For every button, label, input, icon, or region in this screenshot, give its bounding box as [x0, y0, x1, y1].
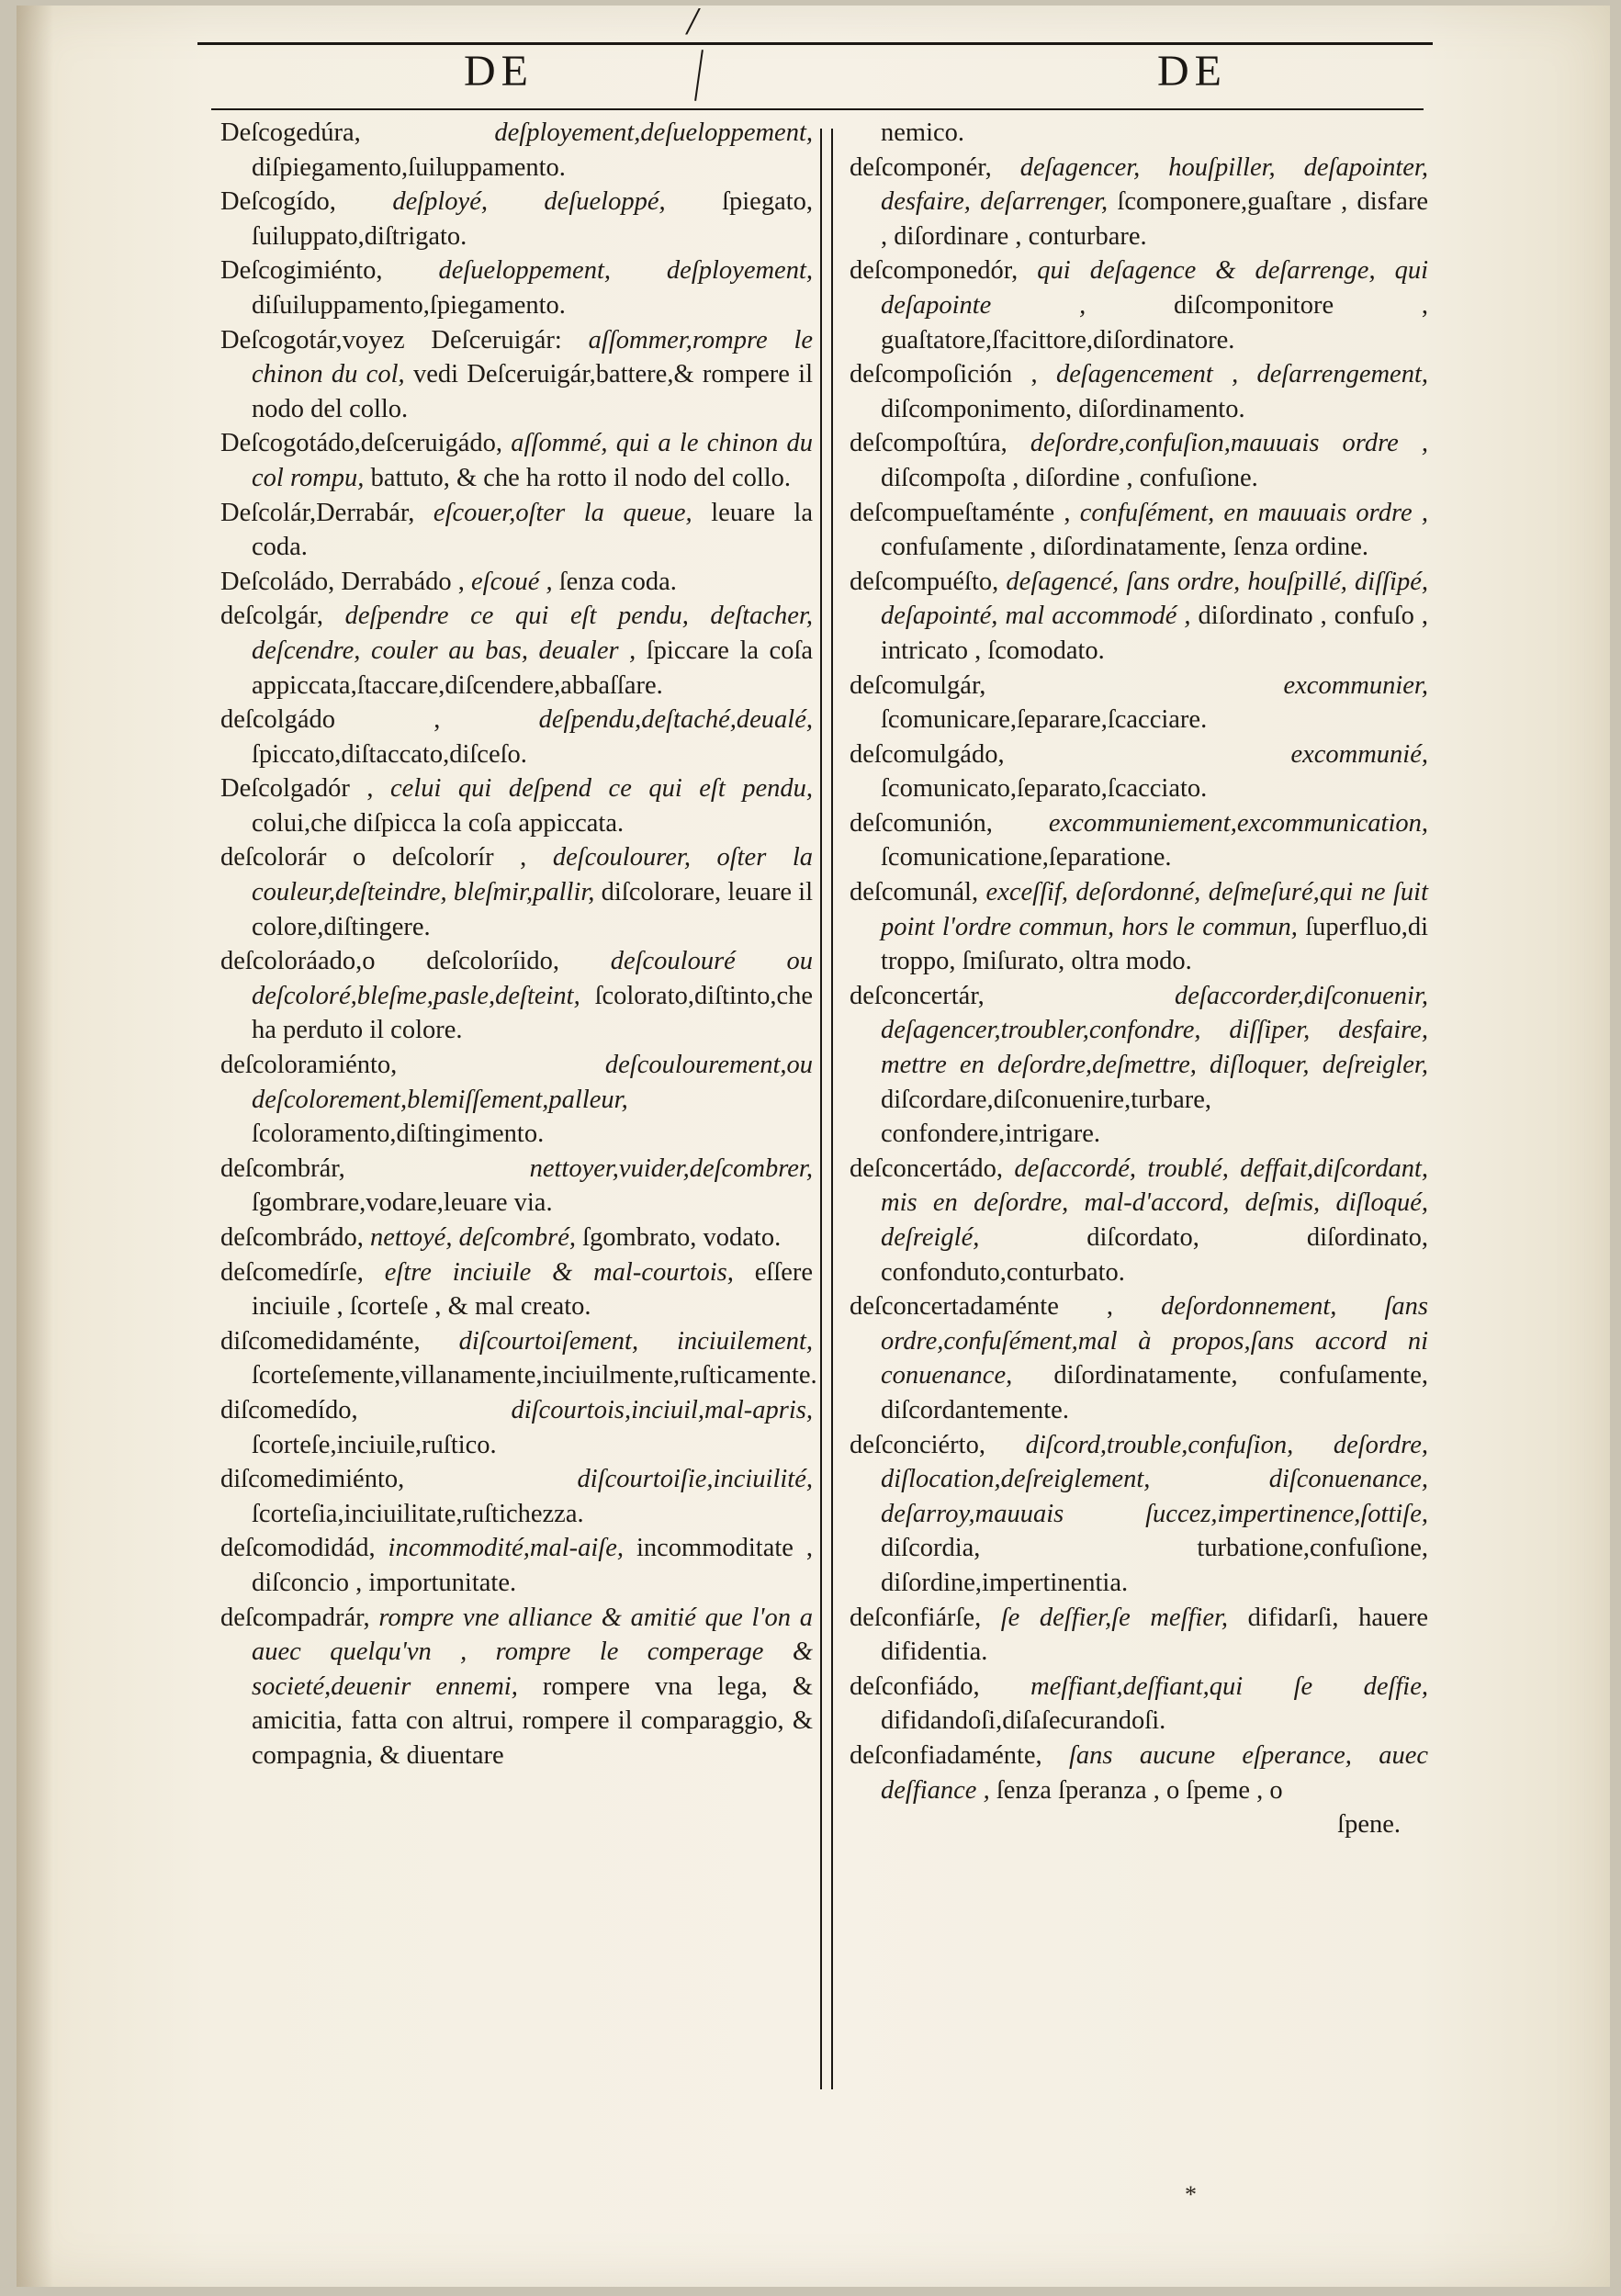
entry-french: deſagencer, houſpiller, deſapointer, desfaire, deſarrenger, [881, 152, 1428, 217]
entry-headword: deſcompoſición , [850, 360, 1038, 389]
entry-french: excommunier, [1283, 670, 1428, 700]
dictionary-entry [850, 1289, 1428, 1427]
head-rule [211, 108, 1424, 110]
entry-headword: deſcomunál, [850, 878, 979, 907]
entry-italian: ſpiccato,diſtaccato,diſceſo. [252, 739, 527, 769]
entry-italian: ſuperfluo,di troppo, ſmiſurato, oltra modo. [881, 912, 1428, 976]
dictionary-entry [850, 116, 1428, 151]
entry-headword: diſcomedimiénto, [220, 1465, 405, 1494]
entry-headword: deſcombrádo, [220, 1223, 364, 1252]
entry-french: exceſſif, deſordonné, deſmeſuré,qui ne ſuit point l'ordre commun, hors le commun, [881, 878, 1429, 941]
entry-headword: Deſcogído, [220, 187, 336, 217]
entry-headword: deſcoloramiénto, [220, 1051, 398, 1080]
entry-headword: deſconfiadaménte, [850, 1740, 1042, 1770]
entry-italian: colui,che diſpicca la coſa appiccata. [252, 808, 625, 838]
catchword: ſpene. [1337, 1810, 1401, 1840]
entry-italian: diſordinatamente, confuſamente, diſcordantemente. [881, 1361, 1428, 1424]
entry-headword: deſcomulgár, [850, 670, 986, 700]
entry-french: incommodité,mal-aiſe, [388, 1534, 624, 1563]
entry-italian: ſcomunicatione,ſeparatione. [881, 843, 1172, 872]
entry-italian: ſenza coda. [558, 567, 677, 596]
dictionary-entry [220, 1255, 813, 1324]
dictionary-entry [850, 875, 1428, 979]
entry-headword: deſcolorár o deſcolorír , [220, 843, 527, 872]
entry-italian: diſcomponimento, diſordinamento. [881, 394, 1245, 423]
dictionary-entry [220, 840, 813, 944]
entry-french: excommuniement,excommunication, [1048, 808, 1428, 838]
entry-headword: deſcomulgádo, [850, 739, 1005, 769]
entry-italian: confuſamente , diſordinatamente, ſenza ordine. [881, 533, 1368, 562]
entry-french: deſaccorder,diſconuenir, deſagencer,troubler,confondre, diſſiper, desfaire, mettre en deſordre,deſmettre, diſloquer, deſreigler, [881, 981, 1428, 1080]
entry-french: rompre vne alliance & amitié que l'on a auec quelqu'vn , rompre le comperage & societé,deuenir ennemi, [252, 1603, 813, 1701]
right-column [850, 116, 1428, 1842]
entry-headword: deſcomunión, [850, 808, 993, 838]
entry-headword: deſconcertár, [850, 981, 985, 1010]
entry-italian: diſcomponitore , guaſtatore,ſfacittore,diſordinatore. [881, 290, 1428, 355]
dictionary-entry [850, 426, 1428, 495]
entry-headword: deſconciérto, [850, 1430, 985, 1459]
dictionary-entry [220, 703, 813, 771]
entry-headword: deſcombrár, [220, 1154, 345, 1183]
dictionary-entry [850, 151, 1428, 254]
entry-italian: difidandoſi,diſaſecurandoſi. [881, 1706, 1166, 1736]
entry-french: confuſément, en mauuais ordre , [1079, 498, 1428, 527]
entry-headword: deſconcertadaménte , [850, 1292, 1114, 1322]
entry-french: excommunié, [1290, 739, 1428, 769]
entry-french: meſfiant,deſfiant,qui ſe deſfie, [1030, 1671, 1428, 1701]
entry-italian: ſcomunicare,ſeparare,ſcacciare. [881, 705, 1208, 735]
entry-headword: diſcomedído, [220, 1395, 358, 1424]
entry-headword: deſcolgádo , [220, 705, 441, 735]
entry-french: deſpendu,deſtaché,deualé, [538, 705, 813, 735]
dictionary-entry [220, 565, 813, 600]
entry-headword: deſconcertádo, [850, 1154, 1003, 1183]
entry-italian: ſcomunicato,ſeparato,ſcacciato. [881, 774, 1208, 804]
dictionary-entry [220, 771, 813, 840]
dictionary-entry [220, 599, 813, 703]
entry-headword: Deſcoládo, Derrabádo , [220, 567, 465, 596]
entry-italian: diſcompoſta , diſordine , confuſione. [881, 463, 1258, 492]
entry-headword: Deſcolár,Derrabár, [220, 498, 415, 527]
entry-headword: deſcoloráado,o deſcoloríido, [220, 947, 560, 976]
dictionary-entry [220, 426, 813, 495]
dictionary-entry [850, 669, 1428, 737]
running-head-right: DE [1157, 47, 1227, 96]
entry-french: nettoyé, deſcombré, [370, 1223, 576, 1252]
dictionary-entry [850, 806, 1428, 875]
dictionary-entry [220, 1048, 813, 1152]
gutter-shadow [17, 6, 53, 2287]
entry-french: celui qui deſpend ce qui eſt pendu, [390, 774, 814, 804]
entry-headword: deſcompadrár, [220, 1603, 370, 1632]
entry-headword: deſcomodidád, [220, 1534, 376, 1563]
column-rule [831, 129, 833, 2089]
entry-headword: deſcomponér, [850, 152, 992, 182]
entry-french: qui deſagence & deſarrenge, qui deſapointe , [881, 256, 1429, 320]
entry-french: eſcoué , [471, 567, 553, 596]
entry-headword: deſcolgár, [220, 602, 324, 631]
entry-italian: ſgombrato, vodato. [582, 1223, 782, 1252]
running-head-left: DE [464, 47, 534, 96]
entry-headword: deſconfiádo, [850, 1671, 980, 1701]
entry-headword: deſcompueſtaménte , [850, 498, 1071, 527]
dictionary-entry [220, 944, 813, 1048]
entry-french: deſcoulourement,ou deſcolorement,blemiſſement,palleur, [252, 1051, 813, 1114]
entry-french: deſcoulouré ou deſcoloré,bleſme,pasle,deſteint, [252, 947, 813, 1010]
entry-italian: eſſere inciuile , ſcorteſe , & mal creato. [252, 1257, 814, 1322]
entry-french: nettoyer,vuider,deſcombrer, [529, 1154, 813, 1183]
dictionary-entry [220, 323, 813, 427]
entry-french: deſordonnement, ſans ordre,confuſément,mal à propos,ſans accord ni conuenance, [881, 1292, 1428, 1390]
dictionary-entry [220, 1601, 813, 1773]
entry-italian: diſcordia, turbatione,confuſione, diſordine,impertinentia. [881, 1534, 1428, 1597]
ornament-mark: * [1185, 2181, 1197, 2208]
entry-french: deſployé, deſueloppé, [392, 187, 666, 217]
dictionary-entry [220, 1221, 813, 1255]
entry-french: aſſommer,rompre le chinon du col, [252, 325, 814, 389]
entry-french: ſans aucune eſperance, auec deſfiance , [881, 1740, 1429, 1805]
dictionary-entry [850, 1152, 1428, 1289]
dictionary-entry [850, 565, 1428, 669]
entry-french: eſtre inciuile & mal-courtois, [384, 1257, 734, 1287]
column-rule [820, 129, 822, 2089]
entry-french: diſcourtoiſement, inciuilement, [458, 1326, 813, 1356]
entry-french: eſcouer,oſter la queue, [433, 498, 692, 527]
entry-headword: deſcompuéſto, [850, 567, 999, 596]
entry-italian: diſcordare,diſconuenire,turbare, confondere,intrigare. [881, 1085, 1212, 1149]
dictionary-entry [220, 253, 813, 322]
entry-headword: deſconfiárſe, [850, 1603, 982, 1632]
entry-italian: ſcomponere,guaſtare , disfare , diſordinare , conturbare. [881, 187, 1429, 251]
dictionary-entry [850, 496, 1428, 565]
dictionary-entry [220, 185, 813, 253]
dictionary-entry [850, 253, 1428, 357]
dictionary-entry [220, 116, 813, 185]
entry-french: diſcourtoiſie,inciuilité, [577, 1465, 813, 1494]
dictionary-entry [850, 1601, 1428, 1670]
dictionary-entry [220, 1324, 817, 1393]
folio-mark: / [687, 1, 698, 43]
dictionary-entry [220, 1393, 813, 1462]
entry-headword: deſcompoſtúra, [850, 429, 1007, 458]
entry-italian: diſcolorare, leuare il colore,diſtingere. [252, 878, 813, 941]
dictionary-entry [850, 737, 1428, 806]
top-rule [197, 42, 1433, 45]
entry-french: deſagencement , deſarrengement, [1055, 360, 1429, 389]
entry-french: deſueloppement, deſployement, [438, 256, 813, 286]
entry-italian: incommoditate , diſconcio , importunitate. [252, 1534, 813, 1597]
dictionary-entry [850, 979, 1428, 1152]
entry-italian: leuare la coda. [252, 498, 813, 562]
entry-italian: ſcolorato,diſtinto,che ha perduto il colore. [252, 981, 813, 1045]
entry-italian: nemico. [881, 118, 965, 147]
entry-italian: ſenza ſperanza , o ſpeme , o [996, 1775, 1283, 1805]
dictionary-entry [220, 496, 813, 565]
entry-headword: Deſcogimiénto, [220, 256, 383, 286]
entry-italian: rompere vna lega, & amicitia, fatta con altrui, rompere il comparaggio, & compagnia, & diuentare [252, 1671, 814, 1770]
dictionary-entry [850, 357, 1428, 426]
entry-italian: difidarſi, hauere difidentia. [881, 1603, 1429, 1667]
entry-italian: diſuiluppamento,ſpiegamento. [252, 290, 566, 320]
entry-french: deſordre,confuſion,mauuais ordre , [1030, 429, 1428, 458]
entry-italian: ſgombrare,vodare,leuare via. [252, 1188, 553, 1218]
entry-italian: vedi Deſceruigár,battere,& rompere il nodo del collo. [252, 360, 814, 423]
entry-italian: ſpiccare la coſa appiccata,ſtaccare,diſcendere,abbaſſare. [252, 636, 814, 700]
entry-headword: Deſcolgadór , [220, 774, 374, 804]
entry-french: ſe deſfier,ſe meſfier, [1000, 1603, 1229, 1632]
entry-italian: battuto, & che ha rotto il nodo del collo. [370, 463, 792, 492]
entry-italian: ſcorteſemente,villanamente,inciuilmente,ruſticamente. [252, 1361, 817, 1390]
dictionary-entry [850, 1739, 1428, 1807]
dictionary-entry [850, 1670, 1428, 1739]
entry-headword: Deſcogotádo,deſceruigádo, [220, 429, 503, 458]
entry-headword: deſcomedírſe, [220, 1257, 364, 1287]
dictionary-entry [220, 1462, 813, 1531]
entry-french: deſaccordé, troublé, deffait,diſcordant, mis en deſordre, mal-d'accord, deſmis, diſloqué, deſreiglé, [881, 1154, 1428, 1252]
entry-french: deſcoulourer, oſter la couleur,deſteindre, bleſmir,pallir, [252, 843, 813, 907]
entry-italian: ſpiegato, ſuiluppato,diſtrigato. [252, 187, 814, 251]
entry-italian: diſcordato, diſordinato, confonduto,conturbato. [881, 1223, 1429, 1287]
entry-italian: ſcorteſia,inciuilitate,ruſtichezza. [252, 1499, 584, 1528]
entry-headword: Deſcogotár,voyez Deſceruigár: [220, 325, 562, 355]
entry-french: aſſommé, qui a le chinon du col rompu, [252, 429, 813, 492]
entry-french: deſployement,deſueloppement, [494, 118, 813, 147]
entry-french: diſcourtois,inciuil,mal-apris, [511, 1395, 813, 1424]
dictionary-entry [850, 1428, 1428, 1601]
dictionary-entry [220, 1531, 813, 1600]
entry-headword: deſcomponedór, [850, 256, 1019, 286]
entry-italian: diſpiegamento,ſuiluppamento. [252, 152, 566, 182]
entry-italian: diſordinato , confuſo , intricato , ſcomodato. [881, 602, 1429, 665]
entry-headword: Deſcogedúra, [220, 118, 361, 147]
entry-french: diſcord,trouble,confuſion, deſordre, diſlocation,deſreiglement, diſconuenance, deſarroy,mauuais ſuccez,impertinence,ſottiſe, [881, 1430, 1428, 1528]
entry-french: deſpendre ce qui eſt pendu, deſtacher, deſcendre, couler au bas, deualer , [252, 602, 813, 665]
entry-italian: ſcoloramento,diſtingimento. [252, 1120, 545, 1149]
entry-french: deſagencé, ſans ordre, houſpillé, diſſipé, deſapointé, mal accommodé , [881, 567, 1428, 631]
dictionary-entry [220, 1152, 813, 1221]
entry-italian: ſcorteſe,inciuile,ruſtico. [252, 1430, 497, 1459]
left-column [220, 116, 817, 1773]
entry-headword: diſcomedidaménte, [220, 1326, 421, 1356]
